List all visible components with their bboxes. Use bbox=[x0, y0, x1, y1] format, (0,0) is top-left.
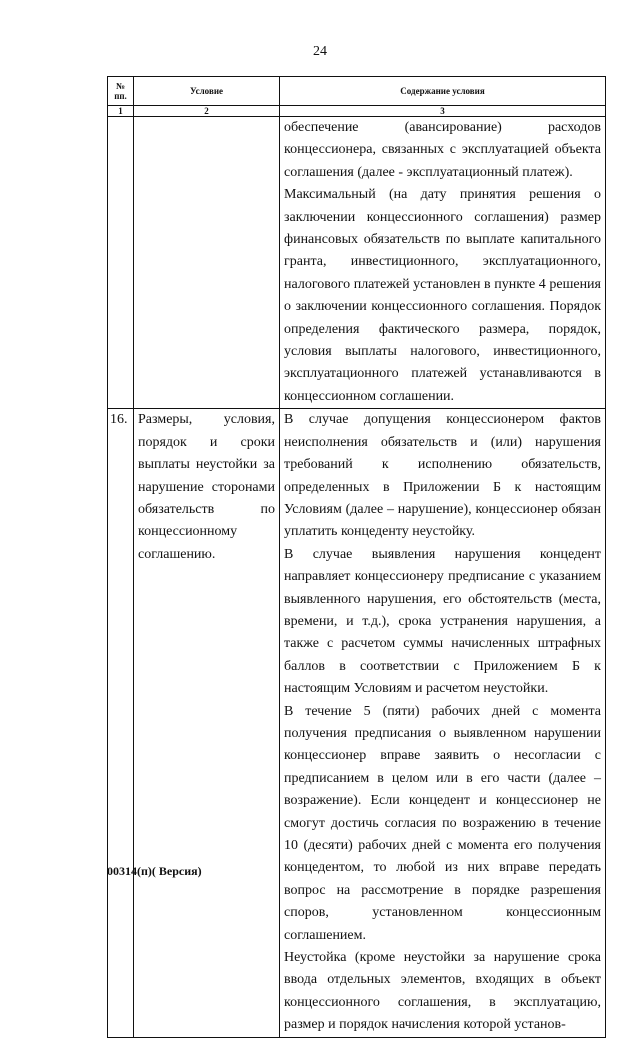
empty-condition-cell bbox=[134, 117, 280, 409]
table-row bbox=[108, 409, 606, 1037]
column-index: 1 bbox=[108, 106, 134, 117]
paragraph: В случае допущения концессионером фактов неисполнения обязательств и (или) нарушения требований к исполнению обязательств, определенных в Приложении Б к настоящим Условиям (далее – нарушение), концессионер обязан уплатить концеденту неустойку. bbox=[284, 412, 601, 540]
page-number: 24 bbox=[313, 44, 327, 59]
condition-cell: Размеры, условия, порядок и сроки выплаты неустойки за нарушение сторонами обязательств по концессионному соглашению. bbox=[134, 409, 280, 1037]
table-row bbox=[108, 117, 606, 409]
column-index-row bbox=[108, 106, 606, 117]
conditions-table bbox=[107, 76, 606, 1038]
paragraph: В течение 5 (пяти) рабочих дней с момента получения предписания о выявленном нарушении концессионер вправе заявить о несогласии с предписанием в целом или в его части (далее – возражение). Если концедент и концессионер не смогут достичь согласия по возражению в течение 10 (десяти) рабочих дней с момента его получения концедентом, то любой из них вправе передать вопрос на рассмотрение в порядке разрешения споров, установленном концессионным соглашением. bbox=[284, 703, 601, 943]
empty-number-cell bbox=[108, 117, 134, 409]
footer-code: 00314(п)( Версия) bbox=[107, 864, 202, 878]
paragraph: обеспечение (авансирование) расходов концессионера, связанных с эксплуатацией объекта соглашения (далее - эксплуатационный платеж). bbox=[284, 120, 601, 180]
paragraph: Неустойка (кроме неустойки за нарушение срока ввода отдельных элементов, входящих в объект концессионного соглашения, в эксплуатацию, размер и порядок начисления которой установ- bbox=[284, 950, 601, 1033]
column-index: 3 bbox=[280, 106, 606, 117]
header-number: № пп. bbox=[108, 77, 134, 106]
row-number: 16. bbox=[108, 409, 134, 1037]
header-content: Содержание условия bbox=[280, 77, 606, 106]
content-cell bbox=[280, 117, 606, 409]
content-cell bbox=[280, 409, 606, 1037]
table-header-row bbox=[108, 77, 606, 106]
paragraph: В случае выявления нарушения концедент направляет концессионеру предписание с указанием выявленного нарушения, его обстоятельств (места, времени, и т.д.), срока устранения нарушения, а также с расчетом суммы начисленных штрафных баллов в соответствии с Приложением Б к настоящим Условиям и расчетом неустойки. bbox=[284, 546, 601, 697]
paragraph: Максимальный (на дату принятия решения о заключении концессионного соглашения) размер финансовых обязательств по выплате капитального гранта, инвестиционного, эксплуатационного, налогового платежей установлен в пункте 4 решения о заключении концессионного соглашения. Порядок определения фактического размера, порядок, условия выплаты налогового, инвестиционного, эксплуатационного платежей устанавливаются в концессионном соглашении. bbox=[284, 187, 601, 404]
column-index: 2 bbox=[134, 106, 280, 117]
header-condition: Условие bbox=[134, 77, 280, 106]
